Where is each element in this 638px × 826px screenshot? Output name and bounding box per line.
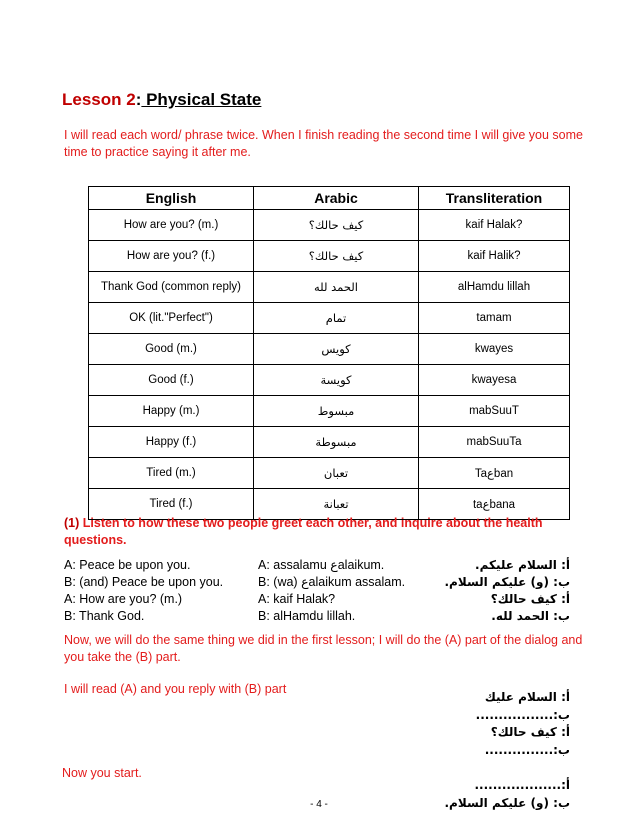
english-cell: Happy (m.) <box>89 396 254 427</box>
practice-line: ب:............... <box>484 742 570 757</box>
dialog-arabic <box>390 557 570 625</box>
intro-text: I will read each word/ phrase twice. When I finish reading the second time I will give you some time to practice saying it after me. <box>64 128 583 159</box>
transliteration-cell: kwayes <box>419 334 570 365</box>
table-row <box>89 272 570 303</box>
lesson-number: Lesson 2 <box>62 90 136 109</box>
dialog-line-en: B: Thank God. <box>64 609 145 623</box>
dialog-line-tr: B: alHamdu lillah. <box>258 609 356 623</box>
transliteration-cell: mabSuuTa <box>419 427 570 458</box>
transliteration-cell: kaif Halik? <box>419 241 570 272</box>
table-row <box>89 458 570 489</box>
dialog-line-tr: A: kaif Halak? <box>258 592 336 606</box>
transliteration-cell: kaif Halak? <box>419 210 570 241</box>
dialog-transliteration <box>258 557 405 625</box>
start-instruction: Now you start. <box>62 766 142 780</box>
transliteration-cell: Taعban <box>419 458 570 489</box>
dialog-line-ar: ب: (و) عليكم السلام. <box>444 575 570 589</box>
practice-dialog <box>370 689 570 812</box>
table-row <box>89 396 570 427</box>
arabic-cell: كيف حالك؟ <box>254 210 419 241</box>
arabic-cell: تعبانة <box>254 489 419 520</box>
arabic-cell: تعبان <box>254 458 419 489</box>
dialog-line-tr: B: (wa) عalaikum assalam. <box>258 575 406 589</box>
table-row <box>89 241 570 272</box>
english-cell: Good (f.) <box>89 365 254 396</box>
exercise-number: (1) <box>64 516 80 530</box>
page-number: - 4 - <box>310 799 328 810</box>
arabic-cell: كيف حالك؟ <box>254 241 419 272</box>
table-row <box>89 427 570 458</box>
transliteration-cell: alHamdu lillah <box>419 272 570 303</box>
transliteration-cell: taعbana <box>419 489 570 520</box>
english-cell: Tired (m.) <box>89 458 254 489</box>
transliteration-cell: mabSuuT <box>419 396 570 427</box>
arabic-cell: مبسوط <box>254 396 419 427</box>
table-header-row <box>89 187 570 210</box>
table-row <box>89 365 570 396</box>
dialog-line-en: B: (and) Peace be upon you. <box>64 575 224 589</box>
dialog-line-ar: ب: الحمد لله. <box>491 609 570 623</box>
english-cell: How are you? (f.) <box>89 241 254 272</box>
exercise-text: Listen to how these two people greet each other, and inquire about the health questions. <box>64 516 543 547</box>
arabic-cell: كويسة <box>254 365 419 396</box>
practice-line: أ:................... <box>474 778 570 792</box>
lesson-topic: Physical State <box>141 90 262 109</box>
practice-line: ب: (و) عليكم السلام. <box>444 795 570 810</box>
dialog-line-ar: أ: كيف حالك؟ <box>490 592 570 606</box>
read-instruction: I will read (A) and you reply with (B) part <box>64 682 287 696</box>
header-transliteration: Transliteration <box>419 187 570 210</box>
practice-line: ب:................. <box>475 707 570 722</box>
practice-line: أ: السلام عليك <box>484 690 570 704</box>
arabic-cell: تمام <box>254 303 419 334</box>
transliteration-cell: tamam <box>419 303 570 334</box>
vocabulary-table <box>88 186 570 520</box>
table-row <box>89 334 570 365</box>
table-row <box>89 303 570 334</box>
english-cell: OK (lit."Perfect") <box>89 303 254 334</box>
english-cell: How are you? (m.) <box>89 210 254 241</box>
table-row <box>89 210 570 241</box>
dialog-line-tr: A: assalamu عalaikum. <box>258 558 385 572</box>
now-instruction: Now, we will do the same thing we did in the first lesson; I will do the (A) part of the dialog and you take the (B) part. <box>64 633 583 664</box>
arabic-cell: كويس <box>254 334 419 365</box>
english-cell: Thank God (common reply) <box>89 272 254 303</box>
english-cell: Tired (f.) <box>89 489 254 520</box>
english-cell: Happy (f.) <box>89 427 254 458</box>
lesson-title <box>62 90 261 110</box>
arabic-cell: الحمد لله <box>254 272 419 303</box>
transliteration-cell: kwayesa <box>419 365 570 396</box>
header-arabic: Arabic <box>254 187 419 210</box>
dialog-english <box>64 557 223 625</box>
exercise-instruction <box>64 515 584 549</box>
arabic-cell: مبسوطة <box>254 427 419 458</box>
header-english: English <box>89 187 254 210</box>
dialog-line-en: A: How are you? (m.) <box>64 592 183 606</box>
dialog-line-en: A: Peace be upon you. <box>64 558 191 572</box>
title-colon: : <box>135 90 142 109</box>
dialog-line-ar: أ: السلام عليكم. <box>475 558 570 572</box>
english-cell: Good (m.) <box>89 334 254 365</box>
practice-line: أ: كيف حالك؟ <box>490 725 570 739</box>
